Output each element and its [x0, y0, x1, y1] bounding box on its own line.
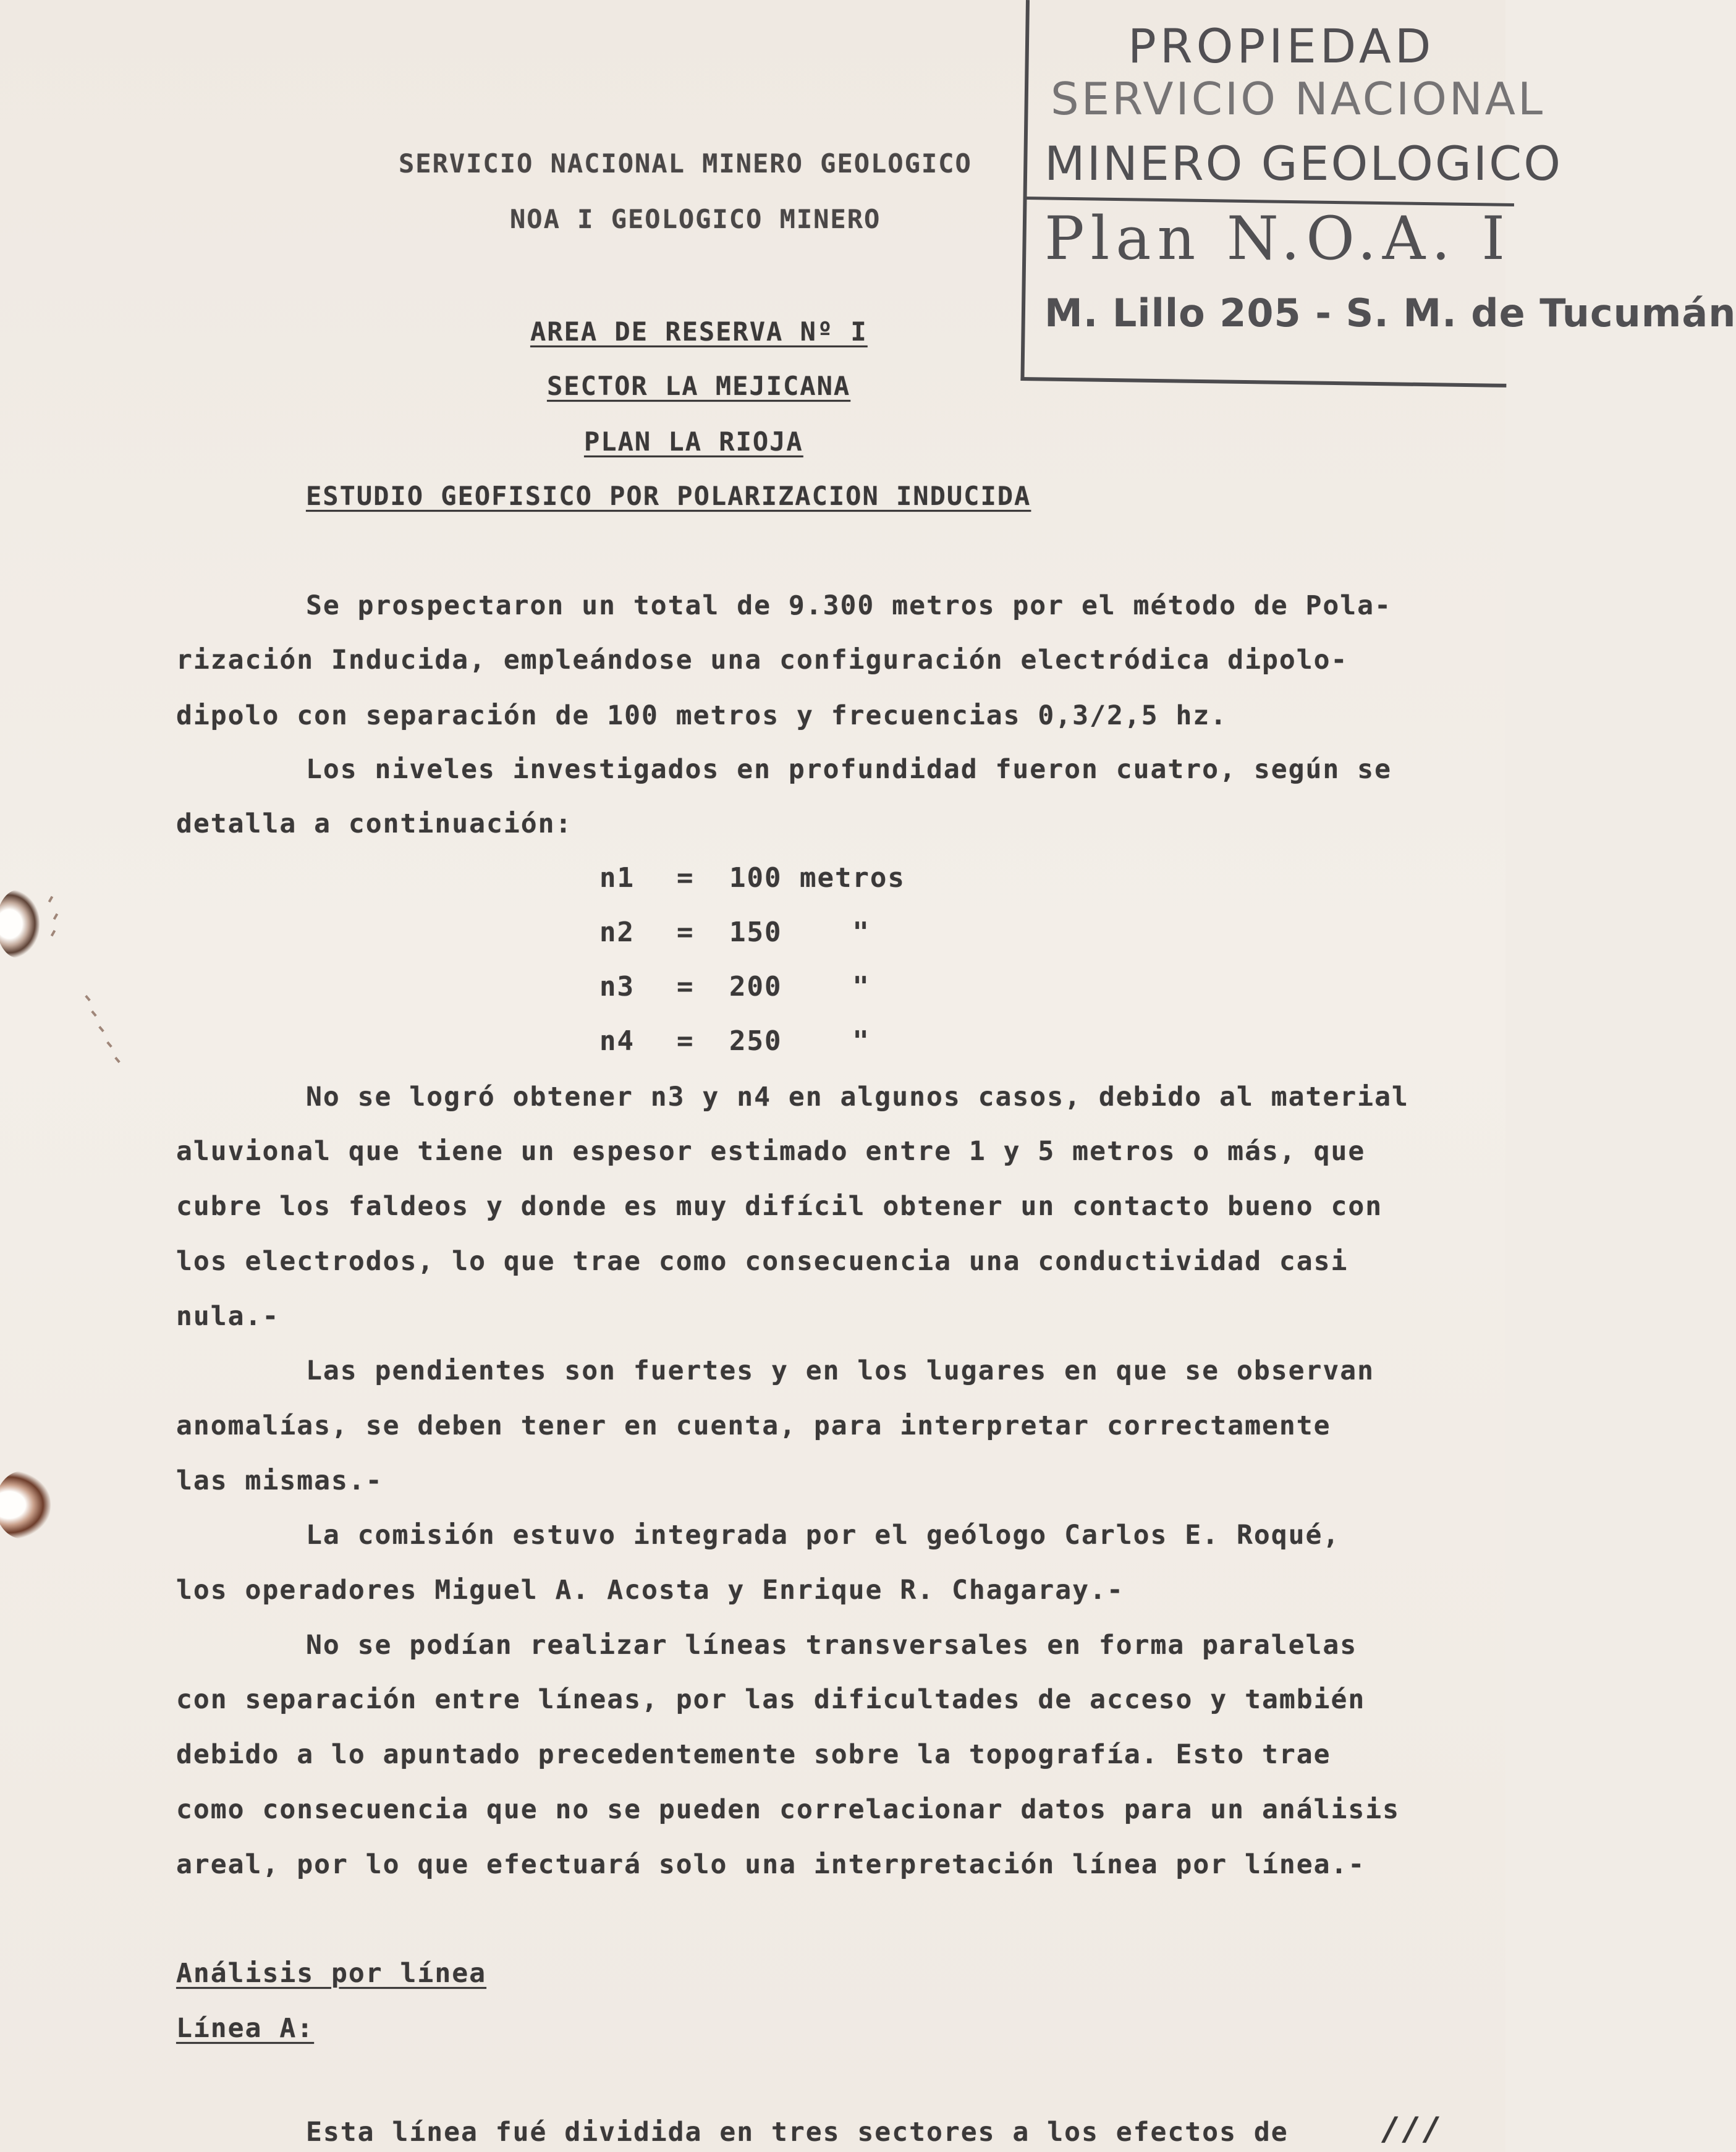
level-eq: =: [677, 1025, 695, 1057]
stamp-line-3: MINERO GEOLOGICO: [1044, 136, 1563, 191]
para1-line-3: dipolo con separación de 100 metros y frecuencias 0,3/2,5 hz.: [176, 700, 1228, 731]
para1-line-2: rización Inducida, empleándose una configuración electródica dipolo-: [176, 645, 1349, 676]
title-area: AREA DE RESERVA Nº I: [530, 316, 868, 347]
para3-line-1: No se logró obtener n3 y n4 en algunos casos, debido al material: [306, 1082, 1409, 1112]
para1-line-1: Se prospectaron un total de 9.300 metros por el método de Pola-: [306, 590, 1392, 621]
para4-line-2: anomalías, se deben tener en cuenta, para interpretar correctamente: [176, 1410, 1331, 1441]
title-sector: SECTOR LA MEJICANA: [547, 371, 851, 401]
level-value: 150 ": [729, 917, 870, 948]
level-eq: =: [677, 862, 695, 894]
stamp-line-1: PROPIEDAD: [1128, 19, 1435, 74]
edge-mark: [53, 913, 58, 920]
para3-line-2: aluvional que tiene un espesor estimado entre 1 y 5 metros o más, que: [176, 1136, 1366, 1167]
para2-line-2: detalla a continuación:: [176, 808, 573, 839]
level-eq: =: [677, 917, 695, 948]
level-value: 100 metros: [729, 862, 905, 894]
para5-line-1: La comisión estuvo integrada por el geólogo Carlos E. Roqué,: [306, 1520, 1340, 1551]
edge-mark: [98, 1026, 104, 1032]
para5-line-2: los operadores Miguel A. Acosta y Enrique R. Chagaray.-: [176, 1575, 1124, 1606]
stamp-line-2: SERVICIO NACIONAL: [1051, 73, 1546, 125]
para4-line-3: las mismas.-: [176, 1465, 383, 1496]
para6-line-5: areal, por lo que efectuará solo una interpretación línea por línea.-: [176, 1849, 1366, 1880]
para6-line-4: como consecuencia que no se pueden correlacionar datos para un análisis: [176, 1794, 1400, 1825]
level-name: n1: [599, 862, 635, 894]
para6-line-2: con separación entre líneas, por las dificultades de acceso y también: [176, 1684, 1366, 1715]
edge-mark: [48, 896, 53, 903]
para6-line-3: debido a lo apuntado precedentemente sobre la topografía. Esto trae: [176, 1739, 1331, 1770]
title-plan: PLAN LA RIOJA: [584, 426, 803, 457]
edge-mark: [106, 1041, 112, 1048]
stamp-line-5: M. Lillo 205 - S. M. de Tucumán: [1044, 290, 1736, 336]
para3-line-3: cubre los faldeos y donde es muy difícil obtener un contacto bueno con: [176, 1191, 1383, 1222]
level-value: 200 ": [729, 971, 870, 1002]
section-heading: Análisis por línea: [176, 1958, 486, 1989]
header-line-2: NOA I GEOLOGICO MINERO: [510, 204, 881, 234]
para4-line-1: Las pendientes son fuertes y en los lugares en que se observan: [306, 1355, 1375, 1386]
para2-line-1: Los niveles investigados en profundidad fueron cuatro, según se: [306, 754, 1392, 785]
last-line: Esta línea fué dividida en tres sectores a los efectos de: [306, 2117, 1289, 2148]
edge-mark: [85, 995, 90, 1001]
edge-mark: [51, 930, 56, 937]
para6-line-1: No se podían realizar líneas transversales en forma paralelas: [306, 1630, 1358, 1661]
edge-mark: [114, 1057, 120, 1063]
stamp-line-4: Plan N.O.A. I: [1044, 204, 1512, 273]
level-value: 250 ": [729, 1025, 870, 1057]
binder-hole-top: [0, 890, 40, 958]
binder-hole-bottom: [0, 1471, 51, 1539]
para3-line-5: nula.-: [176, 1301, 280, 1332]
level-name: n4: [599, 1025, 635, 1057]
para3-line-4: los electrodos, lo que trae como consecuencia una conductividad casi: [176, 1246, 1349, 1277]
continuation-slashes: ///: [1381, 2111, 1443, 2148]
title-study: ESTUDIO GEOFISICO POR POLARIZACION INDUCIDA: [306, 481, 1031, 511]
level-name: n3: [599, 971, 635, 1002]
header-line-1: SERVICIO NACIONAL MINERO GEOLOGICO: [399, 148, 972, 179]
ownership-stamp: [1014, 0, 1736, 371]
section-subheading: Línea A:: [176, 2013, 315, 2044]
level-eq: =: [677, 971, 695, 1002]
edge-mark: [91, 1010, 96, 1017]
level-name: n2: [599, 917, 635, 948]
